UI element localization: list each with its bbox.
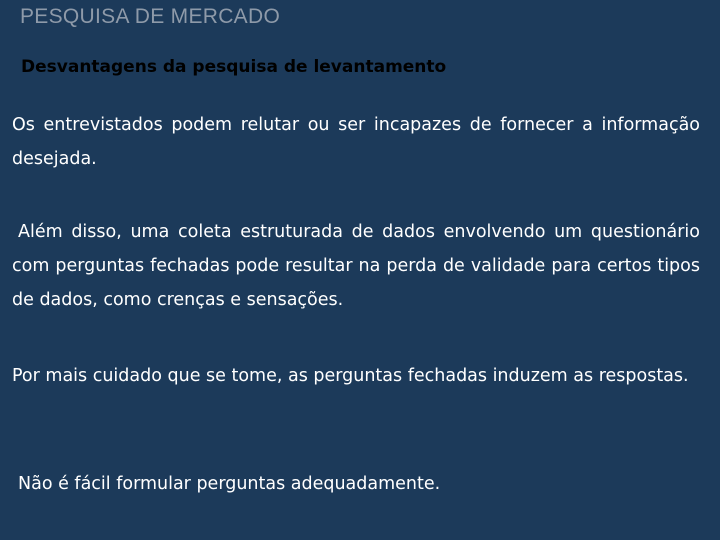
paragraph-validity: Além disso, uma coleta estruturada de dados envolvendo um questionário com perguntas fechadas pode resultar na perda de validade para certos tipos de dados, como crenças e sensações. [12, 222, 700, 310]
paragraph-formulation: Não é fácil formular perguntas adequadamente. [18, 474, 441, 494]
paragraph-induced-answers: Por mais cuidado que se tome, as perguntas fechadas induzem as respostas. [12, 366, 689, 386]
slide-heading: Desvantagens da pesquisa de levantamento [21, 57, 447, 77]
deck-title: PESQUISA DE MERCADO [20, 5, 281, 28]
paragraph-respondents: Os entrevistados podem relutar ou ser incapazes de fornecer a informação desejada. [12, 115, 700, 169]
